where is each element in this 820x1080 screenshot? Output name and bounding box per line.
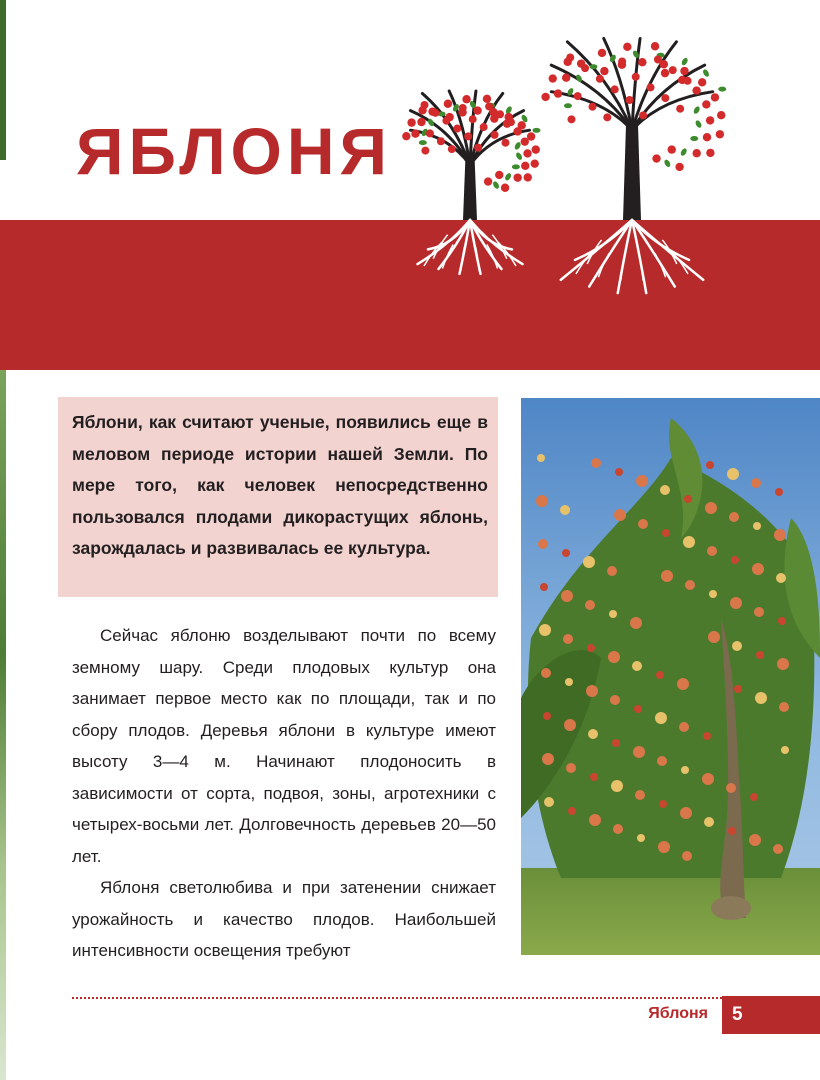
left-edge-photo-strip <box>0 0 6 160</box>
intro-text: Яблони, как считают ученые, появились еще в меловом периоде истории нашей Земли. По мере того, как человек непосредственно пользовался плодами дикорастущих яблонь, зарождалась и развивалась ее культура. <box>72 412 488 558</box>
footer-divider <box>72 997 722 999</box>
footer-section-label: Яблоня <box>648 1005 708 1022</box>
page-title: ЯБЛОНЯ <box>76 114 392 188</box>
body-paragraph-1: Сейчас яблоню возделывают почти по всему земному шару. Среди плодовых культур она занимает первое место как по площади, так и по сбору плодов. Деревья яблони в культуре имеют высоту 3—4 м. Начинают плодоносить в зависимости от сорта, подвоя, зоны, агротехники с четырех-восьми лет. Долговечность деревьев 20—50 лет. <box>72 626 496 866</box>
body-text <box>72 620 496 967</box>
apple-tree-photo <box>521 398 820 955</box>
page-number: 5 <box>722 996 820 1034</box>
left-edge-photo-strip-lower <box>0 370 6 1080</box>
two-apple-trees-with-roots-icon <box>395 30 755 330</box>
body-paragraph-2: Яблоня светолюбива и при затенении снижает урожайность и качество плодов. Наибольшей интенсивности освещения требуют <box>72 878 496 960</box>
